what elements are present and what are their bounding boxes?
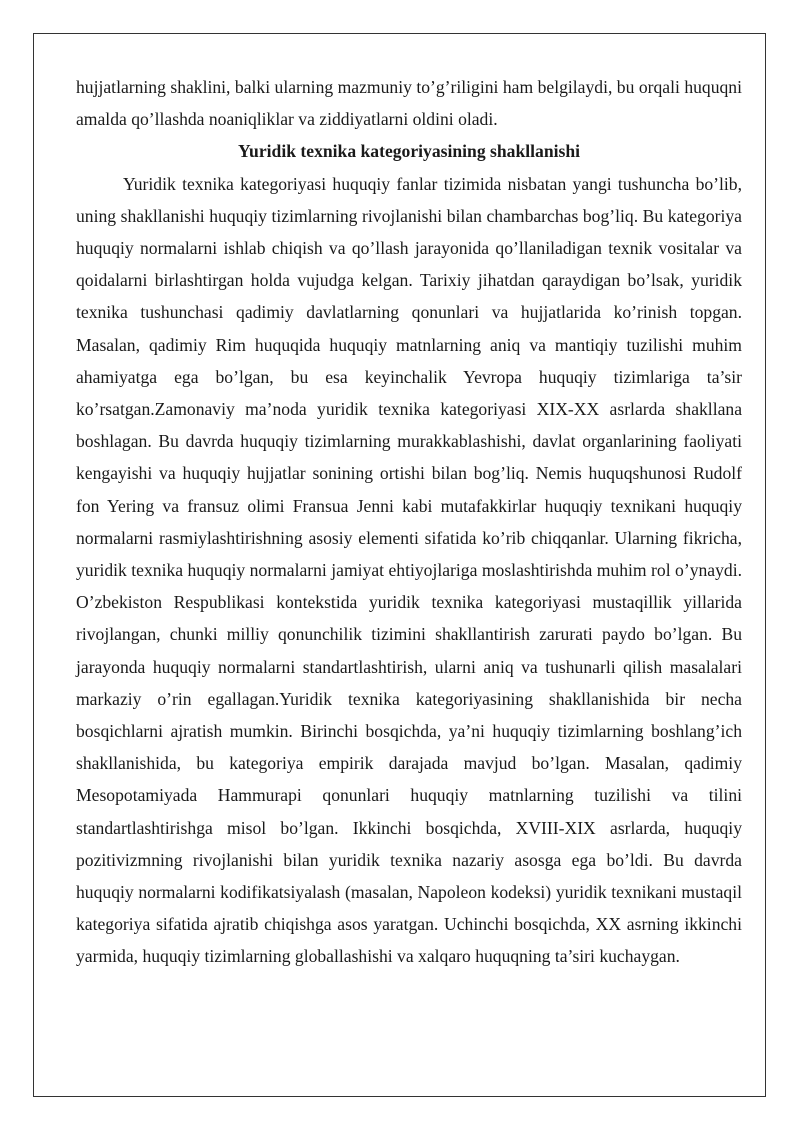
body-paragraph: Yuridik texnika kategoriyasi huquqiy fanlar tizimida nisbatan yangi tushuncha bo’lib, uning shakllanishi huquqiy tizimlarning rivojlanishi bilan chambarchas bog’liq. Bu kategoriya huquqiy normalarni ishlab chiqish va qo’llash jarayonida qo’llaniladigan texnik vositalar va qoidalarni birlashtirgan holda vujudga kelgan. Tarixiy jihatdan qaraydigan bo’lsak, yuridik texnika tushunchasi qadimiy davlatlarning qonunlari va hujjatlarida ko’rinish topgan. Masalan, qadimiy Rim huquqida huquqiy matnlarning aniq va mantiqiy tuzilishi muhim ahamiyatga ega bo’lgan, bu esa keyinchalik Yevropa huquqiy tizimlariga ta’sir ko’rsatgan.Zamonaviy ma’noda yuridik texnika kategoriyasi XIX-XX asrlarda shakllana boshlagan. Bu davrda huquqiy tizimlarning murakkablashishi, davlat organlarining faoliyati kengayishi va huquqiy hujjatlar sonining ortishi bilan bog’liq. Nemis huquqshunosi Rudolf fon Yering va fransuz olimi Fransua Jenni kabi mutafakkirlar huquqiy texnikani huquqiy normalarni rasmiylashtirishning asosiy elementi sifatida ko’rib chiqqanlar. Ularning fikricha, yuridik texnika huquqiy normalarni jamiyat ehtiyojlariga moslashtirishda muhim rol o’ynaydi. O’zbekiston Respublikasi kontekstida yuridik texnika kategoriyasi mustaqillik yillarida rivojlangan, chunki milliy qonunchilik tizimini shakllantirish zarurati paydo bo’lgan. Bu jarayonda huquqiy normalarni standartlashtirish, ularni aniq va tushunarli qilish masalalari markaziy o’rin egallagan.Yuridik texnika kategoriyasining shakllanishida bir necha bosqichlarni ajratish mumkin. Birinchi bosqichda, ya’ni huquqiy tizimlarning boshlang’ich shakllanishida, bu kategoriya empirik darajada mavjud bo’lgan. Masalan, qadimiy Mesopotamiyada Hammurapi qonunlari huquqiy matnlarning tuzilishi va tilini standartlashtirishga misol bo’lgan. Ikkinchi bosqichda, XVIII-XIX asrlarda, huquqiy pozitivizmning rivojlanishi bilan yuridik texnika nazariy asosga ega bo’ldi. Bu davrda huquqiy normalarni kodifikatsiyalash (masalan, Napoleon kodeksi) yuridik texnikani mustaqil kategoriya sifatida ajratib chiqishga asos yaratgan. Uchinchi bosqichda, XX asrning ikkinchi yarmida, huquqiy tizimlarning globallashishi va xalqaro huquqning ta’siri kuchaygan. bbox=[76, 173, 742, 967]
intro-paragraph: hujjatlarning shaklini, balki ularning mazmuniy to’g’riligini ham belgilaydi, bu orqali huquqni amalda qo’llashda noaniqliklar va ziddiyatlarni oldini oladi. bbox=[76, 77, 742, 130]
section-heading: Yuridik texnika kategoriyasining shakllanishi bbox=[237, 141, 581, 162]
document-body bbox=[76, 71, 742, 973]
